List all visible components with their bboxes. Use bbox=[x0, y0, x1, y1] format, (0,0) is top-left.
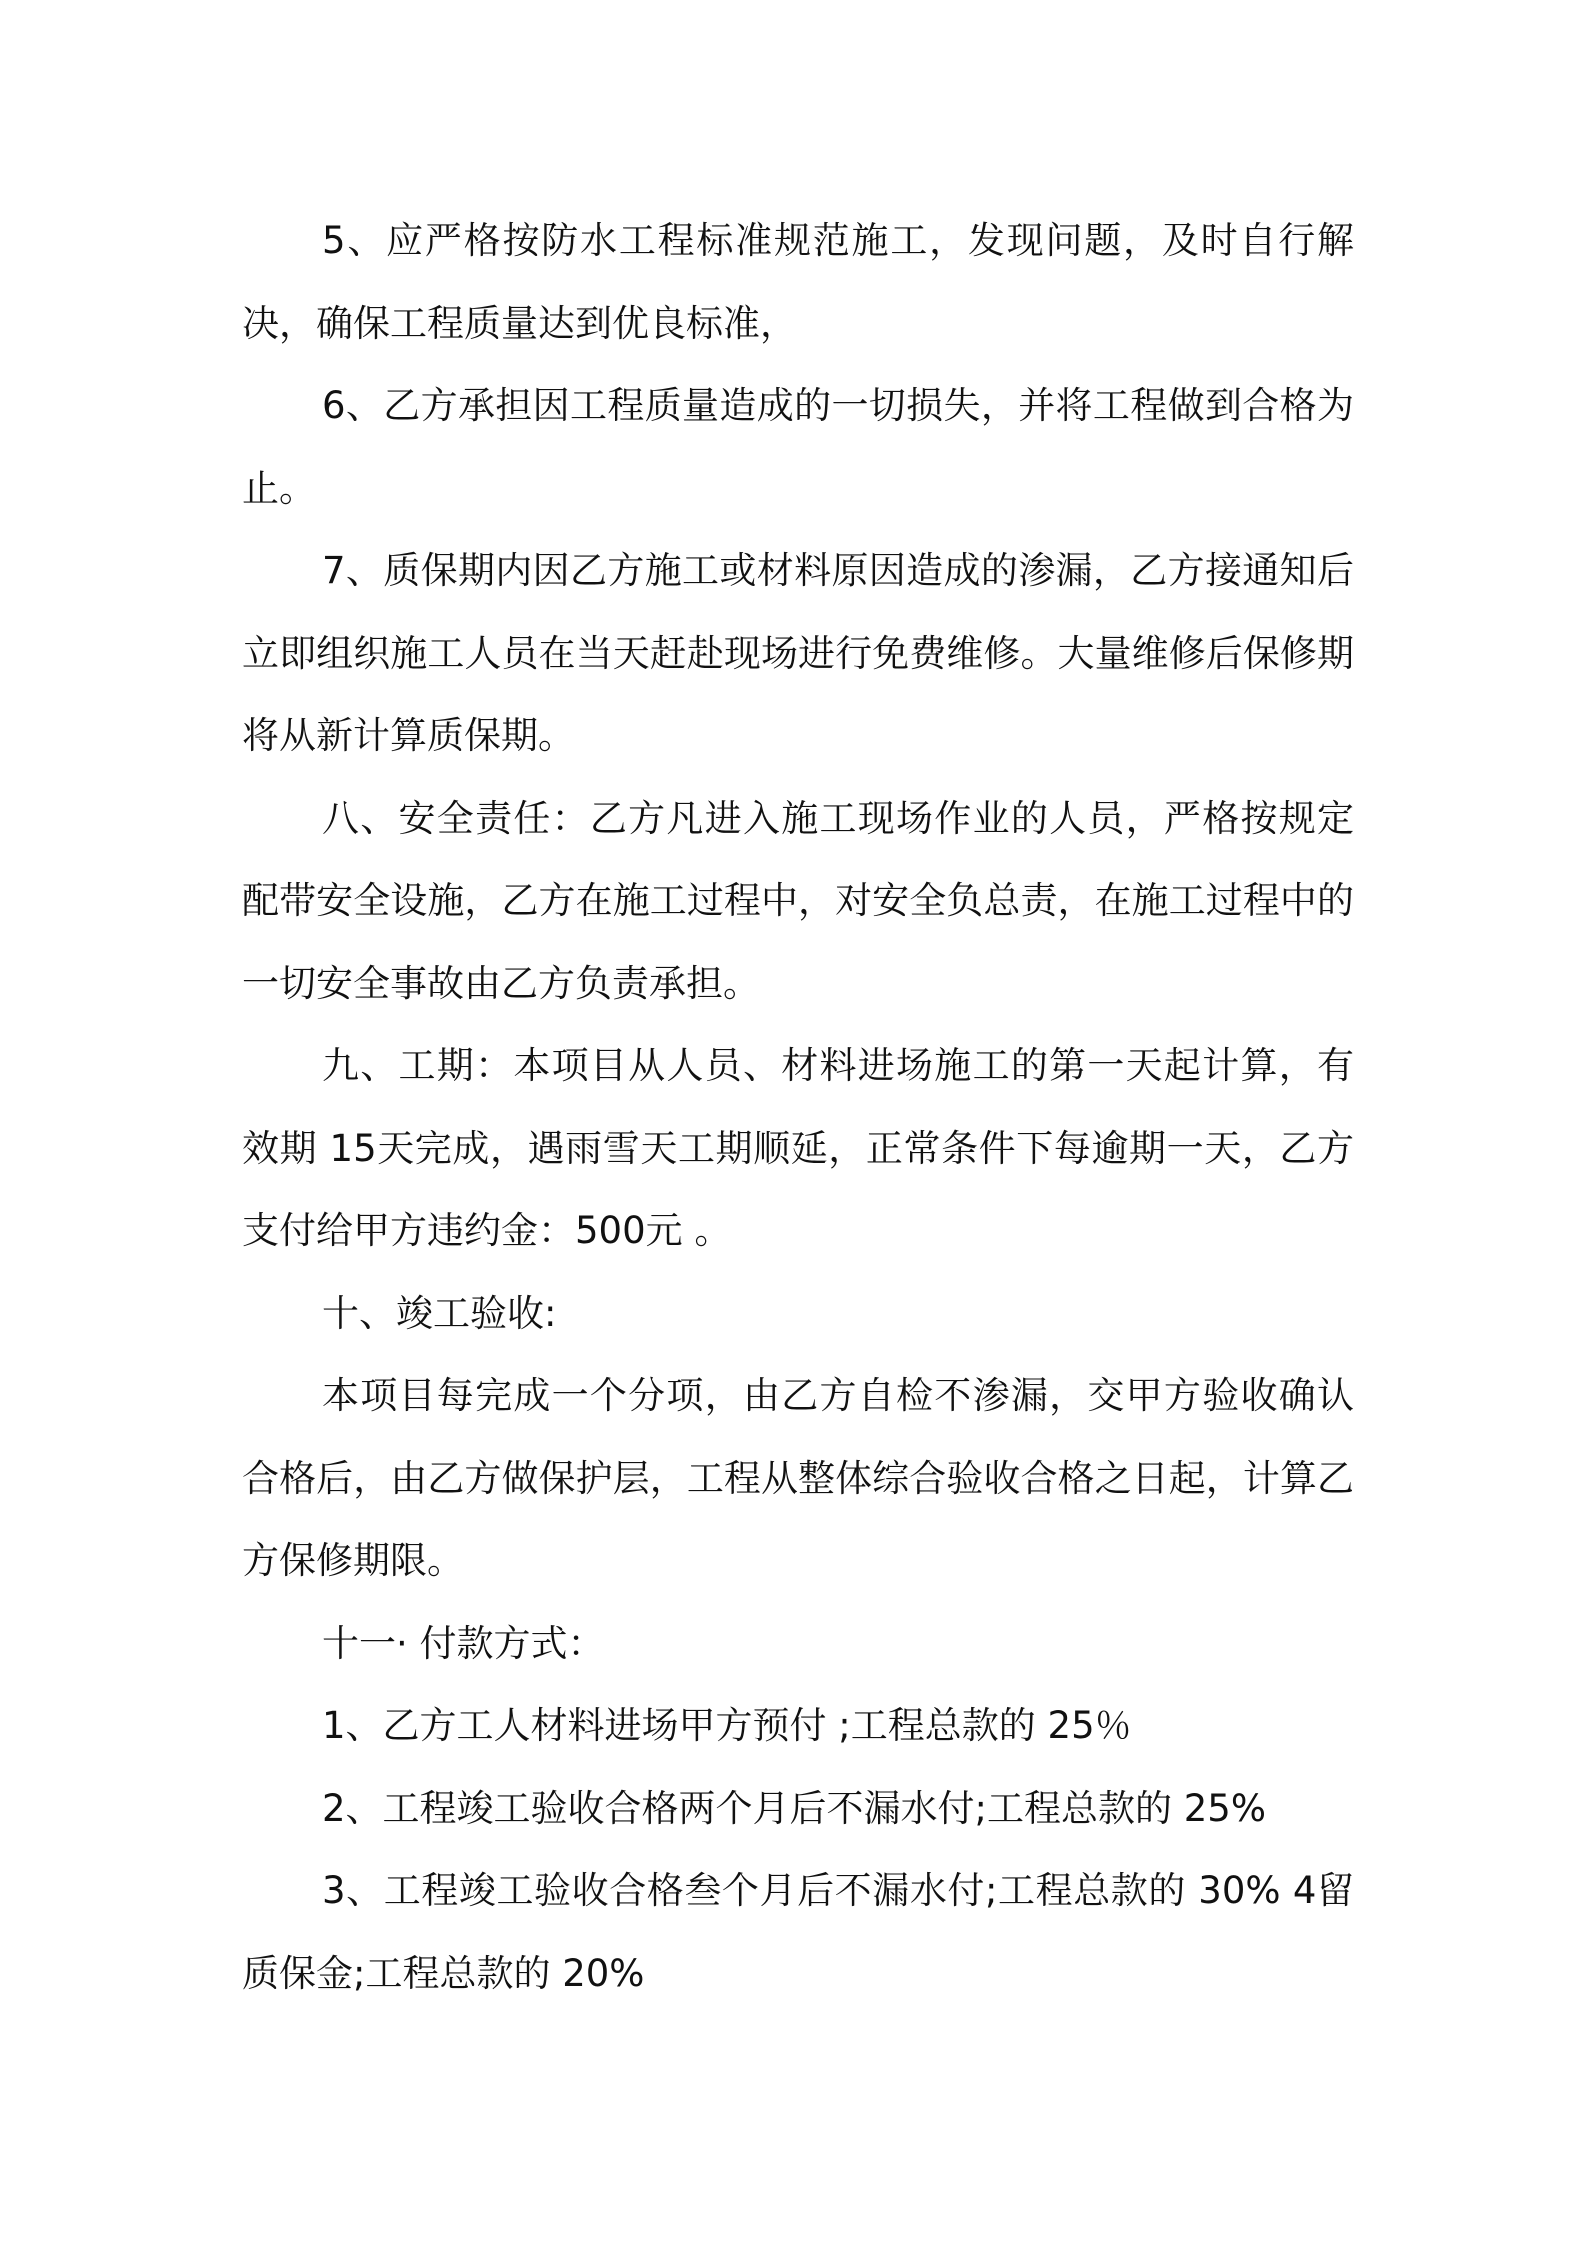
payment-item-3: 3、工程竣工验收合格叁个月后不漏水付;工程总款的 30% 4留质保金;工程总款的 20% bbox=[242, 1869, 1354, 1995]
clause-warranty-leak: 7、质保期内因乙方施工或材料原因造成的渗漏，乙方接通知后立即组织施工人员在当天赶赴现场进行免费维修。大量维修后保修期将从新计算质保期。 bbox=[242, 549, 1354, 757]
clause-quality-standard: 5、应严格按防水工程标准规范施工，发现问题，及时自行解决，确保工程质量达到优良标准， bbox=[242, 219, 1354, 345]
payment-item-2: 2、工程竣工验收合格两个月后不漏水付;工程总款的 25% bbox=[322, 1786, 1267, 1830]
section-safety-responsibility: 八、安全责任：乙方凡进入施工现场作业的人员，严格按规定配带安全设施，乙方在施工过程中，对安全负总责，在施工过程中的一切安全事故由乙方负责承担。 bbox=[242, 796, 1354, 1005]
section-completion-acceptance-heading: 十、竣工验收: bbox=[322, 1291, 557, 1335]
document-body bbox=[242, 200, 1354, 2015]
payment-item-1: 1、乙方工人材料进场甲方预付 ;工程总款的 25％ bbox=[322, 1704, 1132, 1747]
section-construction-period: 九、工期：本项目从人员、材料进场施工的第一天起计算，有效期 15天完成，遇雨雪天工期顺延，正常条件下每逾期一天，乙方支付给甲方违约金：500元 。 bbox=[242, 1044, 1354, 1252]
clause-quality-losses: 6、乙方承担因工程质量造成的一切损失，并将工程做到合格为止。 bbox=[242, 384, 1354, 510]
clause-completion-acceptance: 本项目每完成一个分项，由乙方自检不渗漏，交甲方验收确认合格后，由乙方做保护层，工程从整体综合验收合格之日起，计算乙方保修期限。 bbox=[242, 1374, 1354, 1582]
section-payment-heading: 十一· 付款方式： bbox=[322, 1621, 605, 1665]
